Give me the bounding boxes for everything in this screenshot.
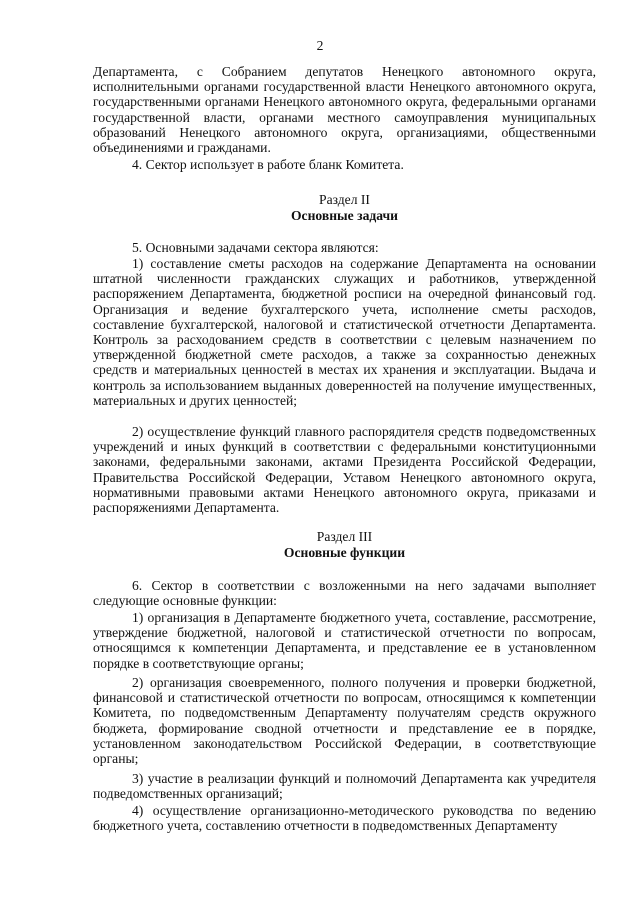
page-number: 2 xyxy=(316,38,324,53)
paragraph-function-3: 3) участие в реализации функций и полномочий Департамента как учредителя подведомственных организаций; xyxy=(93,771,596,802)
paragraph-function-1: 1) организация в Департаменте бюджетного учета, составление, рассмотрение, утверждение бюджетной, налоговой и статистической отчетности по вопросам, относящимся к компетенции Департамента, и представление ее в установленном порядке в соответствующие органы; xyxy=(93,610,596,671)
paragraph-function-2: 2) организация своевременного, полного получения и проверки бюджетной, финансовой и статистической отчетности по вопросам, относящимся к компетенции Комитета, по подведомственным Департаменту получателям средств окружного бюджета, формирование сводной отчетности и представление ее в порядке, установленном законодательством Российской Федерации, в соответствующие органы; xyxy=(93,675,596,767)
section-3-number: Раздел III xyxy=(316,529,373,544)
paragraph-interaction-continuation: Департамента, с Собранием депутатов Ненецкого автономного округа, исполнительными органами государственной власти Ненецкого автономного округа, государственными органами Ненецкого автономного округа, федеральными органами государственной власти, органами местного самоуправления муниципальных образований Ненецкого автономного округа, организациями, общественными объединениями и гражданами. xyxy=(93,64,596,156)
paragraph-item-5: 5. Основными задачами сектора являются: xyxy=(132,240,379,255)
section-2-title: Основные задачи xyxy=(290,208,398,223)
section-3-title: Основные функции xyxy=(283,545,406,560)
paragraph-item-6: 6. Сектор в соответствии с возложенными на него задачами выполняет следующие основные функции: xyxy=(93,578,596,609)
paragraph-function-4: 4) осуществление организационно-методического руководства по ведению бюджетного учета, составлению отчетности в подведомственных Департаменту xyxy=(93,803,596,834)
paragraph-task-1: 1) составление сметы расходов на содержание Департамента на основании штатной численности гражданских служащих и работников, утвержденной распоряжением Департамента, бюджетной росписи на очередной финансовый год. Организация и ведение бухгалтерского учета, исполнение сметы расходов, составление бухгалтерской, налоговой и статистической отчетности Департамента. Контроль за расходованием средств в соответствии с целевым назначением по утвержденной бюджетной смете расходов, а также за сохранностью денежных средств и материальных ценностей в местах их хранения и эксплуатации. Выдача и контроль за использованием выданных доверенностей на получение имущественных, материальных и других ценностей; xyxy=(93,256,596,408)
paragraph-item-4: 4. Сектор использует в работе бланк Комитета. xyxy=(132,157,404,172)
paragraph-task-2: 2) осуществление функций главного распорядителя средств подведомственных учреждений и иных функций в соответствии с федеральными конституционными законами, федеральными законами, актами Президента Российской Федерации, Правительства Российской Федерации, Уставом Ненецкого автономного округа, нормативными правовыми актами Ненецкого автономного округа, приказами и распоряжениями Департамента. xyxy=(93,424,596,516)
section-2-number: Раздел II xyxy=(319,192,370,207)
